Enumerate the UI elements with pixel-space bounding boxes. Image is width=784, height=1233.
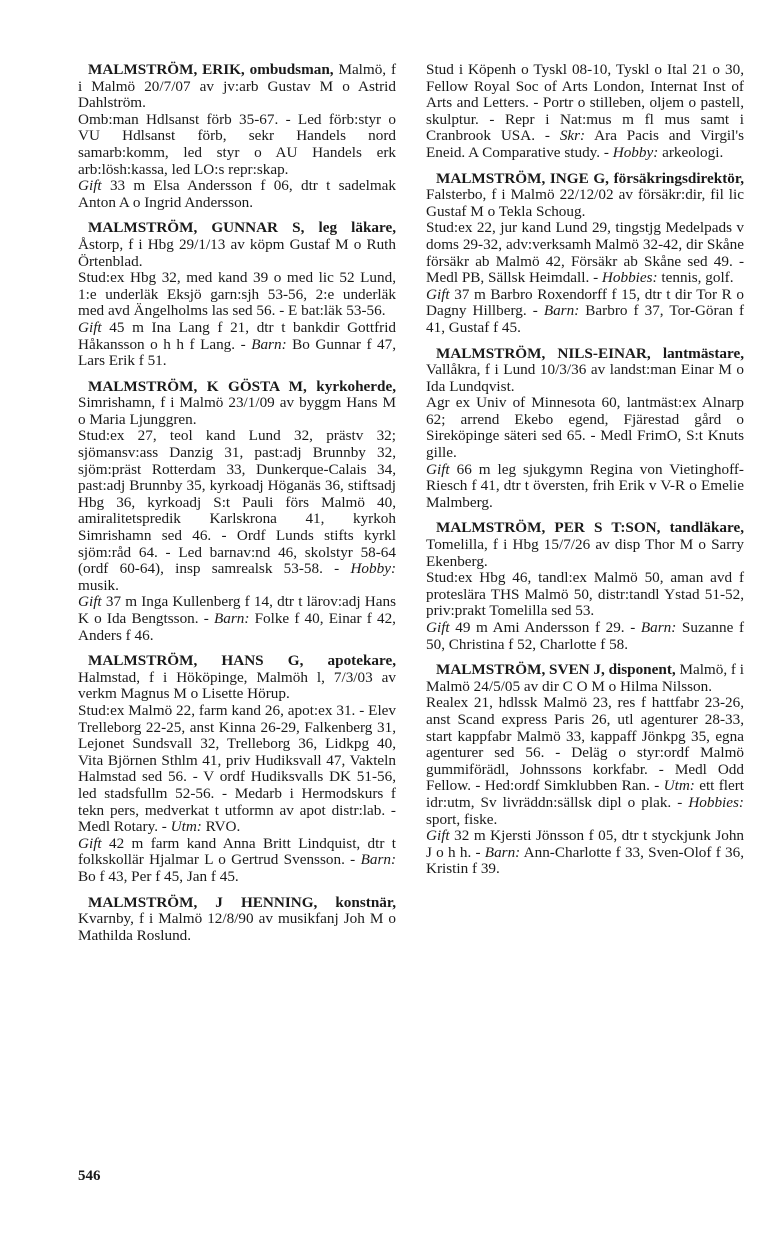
entry-intro: Åstorp, f i Hbg 29/1/13 av köpm Gustaf M o Ruth Örtenblad.: [78, 235, 396, 270]
entry-nils-einar: [426, 346, 744, 512]
entry-career: Stud:ex 27, teol kand Lund 32, prästv 32; sjömansv:ass Danzig 31, past:adj Brunnby 32, sjöm:präst Rotterdam 33, Dunkerque-Calais 34, past:adj Brunnby 35, kyrkoadj Höganäs 36, stiftsadj Hbg 36, kyrkoadj S:t Pauli förs Malmö 40, amiralitetspredik Karlskrona 41, kyrkoh Simrishamn sed 46. - Ordf Lunds stifts kyrkl sjöm:råd 64. - Led barnav:nd 46, skolstyr 58-64 (ordf 60-64), insp samrealsk 53-58. -: [78, 427, 396, 578]
entry-barn: Folke f 40, Einar f 42, Anders f 46.: [78, 610, 396, 644]
entry-intro: Tomelilla, f i Hbg 15/7/26 av disp Thor M o Sarry Ekenberg.: [426, 536, 744, 570]
barn-label: Barn:: [213, 610, 250, 627]
gift-label: Gift: [426, 285, 450, 303]
entry-inge: [426, 171, 744, 337]
entry-continuation: Stud i Köpenh o Tyskl 08-10, Tyskl o Ital 21 o 30, Fellow Royal Soc of Arts London, Internat Inst of Arts and Letters. - Portr o stilleben, oljem o pastell, skulptur. - Repr i Nat:mus m fl mus samt i Cranbrook USA. -: [426, 61, 744, 145]
entry-intro: Simrishamn, f i Malmö 23/1/09 av byggm Hans M o Maria Ljunggren.: [78, 394, 396, 428]
entry-barn: Bo f 43, Per f 45, Jan f 45.: [78, 867, 239, 885]
barn-label: Barn:: [360, 851, 397, 869]
entry-title: apotekare,: [327, 652, 397, 670]
entry-barn: Ann-Charlotte f 33, Sven-Olof f 36, Kristin f 39.: [426, 843, 744, 878]
entry-career: Stud:ex Malmö 22, farm kand 26, apot:ex 31. - Elev Trelleborg 22-25, anst Kinna 26-29, Falkenberg 31, Lejonet Sundsvall 32, Trelleborg 36, Lidkpg 40, Vita Björnen Sthlm 41, priv Hudiksvall 47, Vakteln Halmstad sed 56. - V ordf Hudiksvalls DK 51-56, led stadsfullm 52-56. - Medarb i Hermodskurs f tekn pers, medverkat t utformn av apot distr:lab. - Medl Rotary. -: [78, 701, 396, 836]
entry-hobby: musik.: [78, 576, 119, 594]
entry-name: MALMSTRÖM, INGE G,: [436, 169, 609, 187]
entry-gunnar: [78, 220, 396, 369]
entry-utm: ett flert idr:utm, Sv livräddn:sällsk dipl o plak. -: [426, 777, 745, 811]
entry-hobby: tennis, golf.: [661, 269, 734, 287]
entry-gift: 32 m Kjersti Jönsson f 05, dtr t styckjunk John J o h h. -: [426, 827, 745, 861]
left-column: [78, 62, 396, 953]
entry-gift: 37 m Barbro Roxendorff f 15, dtr t dir Tor R o Dagny Hillberg. -: [426, 285, 744, 320]
hobby-label: Hobbies:: [688, 793, 744, 811]
entry-career: Realex 21, hdlssk Malmö 23, res f hattfabr 23-26, anst Scand express Paris 26, utl agenturer 28-33, start kappfabr Malmö 33, kappaff Jönkpg 35, egna agenturer sed 56. - Deläg o styr:ordf Malmö gummiförädl, Johnssons korkfabr. - Medl Odd Fellow. - Hed:ordf Simklubben Ran. -: [426, 694, 744, 795]
entry-sven: [426, 662, 744, 878]
entry-intro: Malmö, f i Malmö 20/7/07 av jv:arb Gustav M o Astrid Dahlström.: [78, 61, 397, 112]
entry-career: Omb:man Hdlsanst förb 35-67. - Led förb:styr o VU Hdlsanst förb, sekr Handels nord samarb:komm, led styr o AU Handels erk arb:lösh:kassa, led LO:s repr:skap.: [78, 110, 396, 178]
gift-label: Gift: [78, 834, 102, 852]
entry-career: Stud:ex 22, jur kand Lund 29, tingstjg Medelpads v doms 29-32, adv:verksamh Malmö 32-42, dir Skåne försäkr ab Malmö 42, Försäkr ab Skåne sed 49. - Medl PB, Sällsk Heimdall. -: [426, 219, 744, 287]
entry-intro: Vallåkra, f i Lund 10/3/36 av landst:man Einar M o Ida Lundqvist.: [426, 361, 744, 395]
entry-intro: Malmö, f i Malmö 24/5/05 av dir C O M o Hilma Nilsson.: [426, 661, 745, 695]
entry-title: leg läkare,: [318, 219, 397, 237]
entry-utm: RVO.: [205, 818, 241, 836]
entry-erik: [78, 62, 396, 211]
hobby-label: Hobby:: [612, 143, 659, 161]
entry-barn: Suzanne f 50, Christina f 52, Charlotte f 58.: [426, 619, 745, 653]
hobby-label: Hobby:: [350, 560, 397, 578]
entry-career: Stud:ex Hbg 32, med kand 39 o med lic 52 Lund, 1:e underläk Eksjö garn:sjh 53-56, 2:e underläk med avd Ängelholms las sed 56. - E bat:läk 53-56.: [78, 269, 396, 320]
barn-label: Barn:: [640, 619, 677, 636]
entry-henning-continued: [426, 62, 744, 162]
entry-title: disponent,: [608, 661, 676, 679]
barn-label: Barn:: [543, 302, 580, 320]
entry-hobby: sport, fiske.: [426, 810, 498, 828]
entry-gift: 37 m Inga Kullenberg f 14, dtr t lärov:adj Hans K o Ida Bengtsson. -: [78, 593, 397, 627]
entry-barn: Bo Gunnar f 47, Lars Erik f 51.: [78, 335, 397, 370]
entry-name: MALMSTRÖM, SVEN J,: [436, 661, 605, 679]
entry-skr: Ara Pacis and Virgil's Eneid. A Comparative study. -: [426, 127, 744, 161]
entry-gift: 66 m leg sjukgymn Regina von Vietinghoff-Riesch f 41, dtr t översten, frih Erik v V-R o Emelie Malmberg.: [426, 460, 744, 511]
gift-label: Gift: [78, 318, 102, 336]
entry-name: MALMSTRÖM, NILS-EINAR,: [436, 344, 651, 362]
entry-name: MALMSTRÖM, GUNNAR S,: [88, 219, 305, 237]
gift-label: Gift: [78, 177, 102, 195]
hobby-label: Hobbies:: [601, 269, 658, 287]
entry-title: kyrkoherde,: [316, 377, 397, 395]
entry-name: MALMSTRÖM, J HENNING,: [88, 893, 318, 911]
right-column: [426, 62, 744, 887]
entry-career: Stud:ex Hbg 46, tandl:ex Malmö 50, aman avd f proteslära THS Malmö 50, distr:tandl Ystad 51-52, priv:prakt Tomelilla sed 53.: [426, 569, 744, 620]
entry-intro: Halmstad, f i Hököpinge, Malmöh l, 7/3/03 av verkm Magnus M o Lisette Hörup.: [78, 668, 396, 703]
utm-label: Utm:: [170, 818, 202, 836]
entry-name: MALMSTRÖM, K GÖSTA M,: [88, 377, 307, 395]
entry-gift: 45 m Ina Lang f 21, dtr t bankdir Gottfrid Håkansson o h h f Lang. -: [78, 318, 397, 353]
gift-label: Gift: [426, 827, 450, 845]
entry-title: lantmästare,: [662, 344, 744, 362]
gift-label: Gift: [426, 460, 450, 478]
gift-label: Gift: [426, 619, 450, 636]
entry-name: MALMSTRÖM, PER S T:SON,: [436, 519, 661, 537]
entry-gift: 42 m farm kand Anna Britt Lindquist, dtr t folkskollär Hjalmar L o Gertrud Svensson. -: [78, 834, 396, 869]
page-number: 546: [78, 1168, 101, 1184]
skr-label: Skr:: [559, 127, 586, 145]
entry-per: [426, 520, 744, 653]
entry-name: MALMSTRÖM, HANS G,: [88, 652, 304, 670]
entry-name: MALMSTRÖM, ERIK,: [88, 61, 245, 78]
barn-label: Barn:: [484, 843, 521, 861]
gift-label: Gift: [78, 593, 102, 611]
entry-title: konstnär,: [335, 893, 396, 911]
barn-label: Barn:: [251, 335, 287, 353]
entry-henning: [78, 895, 396, 945]
entry-title: försäkringsdirektör,: [613, 169, 744, 187]
entry-intro: Falsterbo, f i Malmö 22/12/02 av försäkr:dir, fil lic Gustaf M o Tekla Schoug.: [426, 186, 744, 220]
entry-gosta: [78, 379, 396, 645]
entry-title: ombudsman,: [249, 61, 334, 78]
entry-gift: 33 m Elsa Andersson f 06, dtr t sadelmak Anton A o Ingrid Andersson.: [78, 177, 397, 211]
entry-career: Agr ex Univ of Minnesota 60, lantmäst:ex Alnarp 62; arrend Ekebo egend, Fjärestad gård o Sireköpinge säteri sed 65. - Medl FrimO, S:t Knuts gille.: [426, 394, 744, 462]
entry-hobby: arkeologi.: [662, 143, 724, 161]
entry-hans: [78, 653, 396, 885]
entry-gift: 49 m Ami Andersson f 29. -: [455, 619, 636, 636]
entry-intro: Kvarnby, f i Malmö 12/8/90 av musikfanj Joh M o Mathilda Roslund.: [78, 910, 396, 944]
entry-barn: Barbro f 37, Tor-Göran f 41, Gustaf f 45.: [426, 302, 745, 336]
utm-label: Utm:: [663, 777, 695, 795]
entry-title: tandläkare,: [669, 519, 745, 537]
